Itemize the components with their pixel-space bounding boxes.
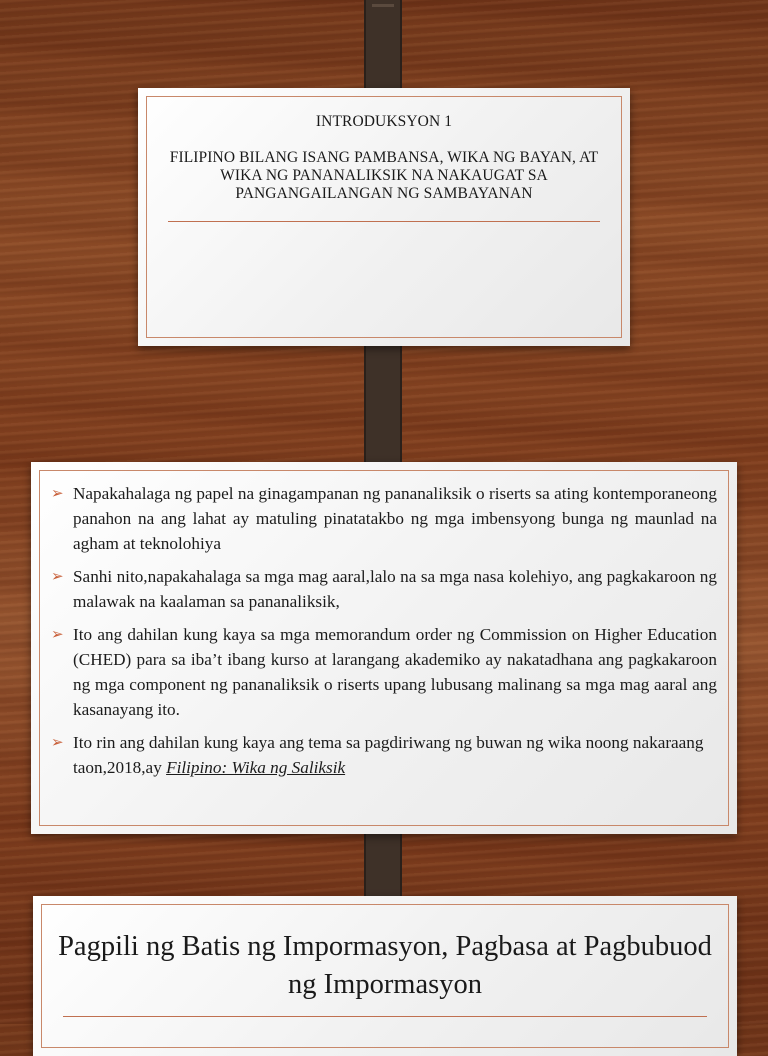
theme-link[interactable]: Filipino: Wika ng Saliksik xyxy=(166,758,346,777)
list-item xyxy=(51,481,717,556)
slide-label: INTRODUKSYON 1 xyxy=(315,113,453,130)
bullet-list xyxy=(51,481,717,788)
slide-card-intro xyxy=(138,88,630,346)
slide-title: FILIPINO BILANG ISANG PAMBANSA, WIKA NG BAYAN, AT WIKA NG PANANALIKSIK NA NAKAUGAT SA PANGANGAILANGAN NG SAMBAYANAN xyxy=(169,149,599,202)
arrow-bullet-icon: ➢ xyxy=(51,733,64,751)
list-item xyxy=(51,730,717,780)
slide-card-topic xyxy=(33,896,737,1056)
list-item xyxy=(51,564,717,614)
list-item xyxy=(51,622,717,722)
arrow-bullet-icon: ➢ xyxy=(51,484,64,502)
bullet-text: Ito ang dahilan kung kaya sa mga memorandum order ng Commission on Higher Education (CHED) para sa iba’t ibang kurso at larangang akademiko ay nakatadhana ang pagkakaroon ng mga component ng pananaliksik o riserts upang lubusang malinang sa mga mag aaral ang kasanayang ito. xyxy=(73,625,717,719)
bullet-text: Napakahalaga ng papel na ginagampanan ng pananaliksik o riserts sa ating kontemporaneong panahon na ang lahat ay matuling pinatatakbo ng mga imbensyong bunga ng maunlad na agham at teknolohiya xyxy=(73,484,717,553)
slide-card-bullets xyxy=(31,462,737,834)
divider-line xyxy=(63,1016,707,1017)
bullet-text: Sanhi nito,napakahalaga sa mga mag aaral,lalo na sa mga nasa kolehiyo, ang pagkakaroon ng malawak na kaalaman sa pananaliksik, xyxy=(73,567,717,611)
slide-heading xyxy=(168,113,600,203)
bullet-text: Ito rin ang dahilan kung kaya ang tema sa pagdiriwang ng buwan ng wika noong nakaraang taon,2018,ay xyxy=(73,733,704,777)
arrow-bullet-icon: ➢ xyxy=(51,625,64,643)
divider-line xyxy=(168,221,600,222)
arrow-bullet-icon: ➢ xyxy=(51,567,64,585)
slide-title: Pagpili ng Batis ng Impormasyon, Pagbasa at Pagbubuod ng Impormasyon xyxy=(58,931,712,1000)
hanging-strap-middle xyxy=(364,328,402,480)
